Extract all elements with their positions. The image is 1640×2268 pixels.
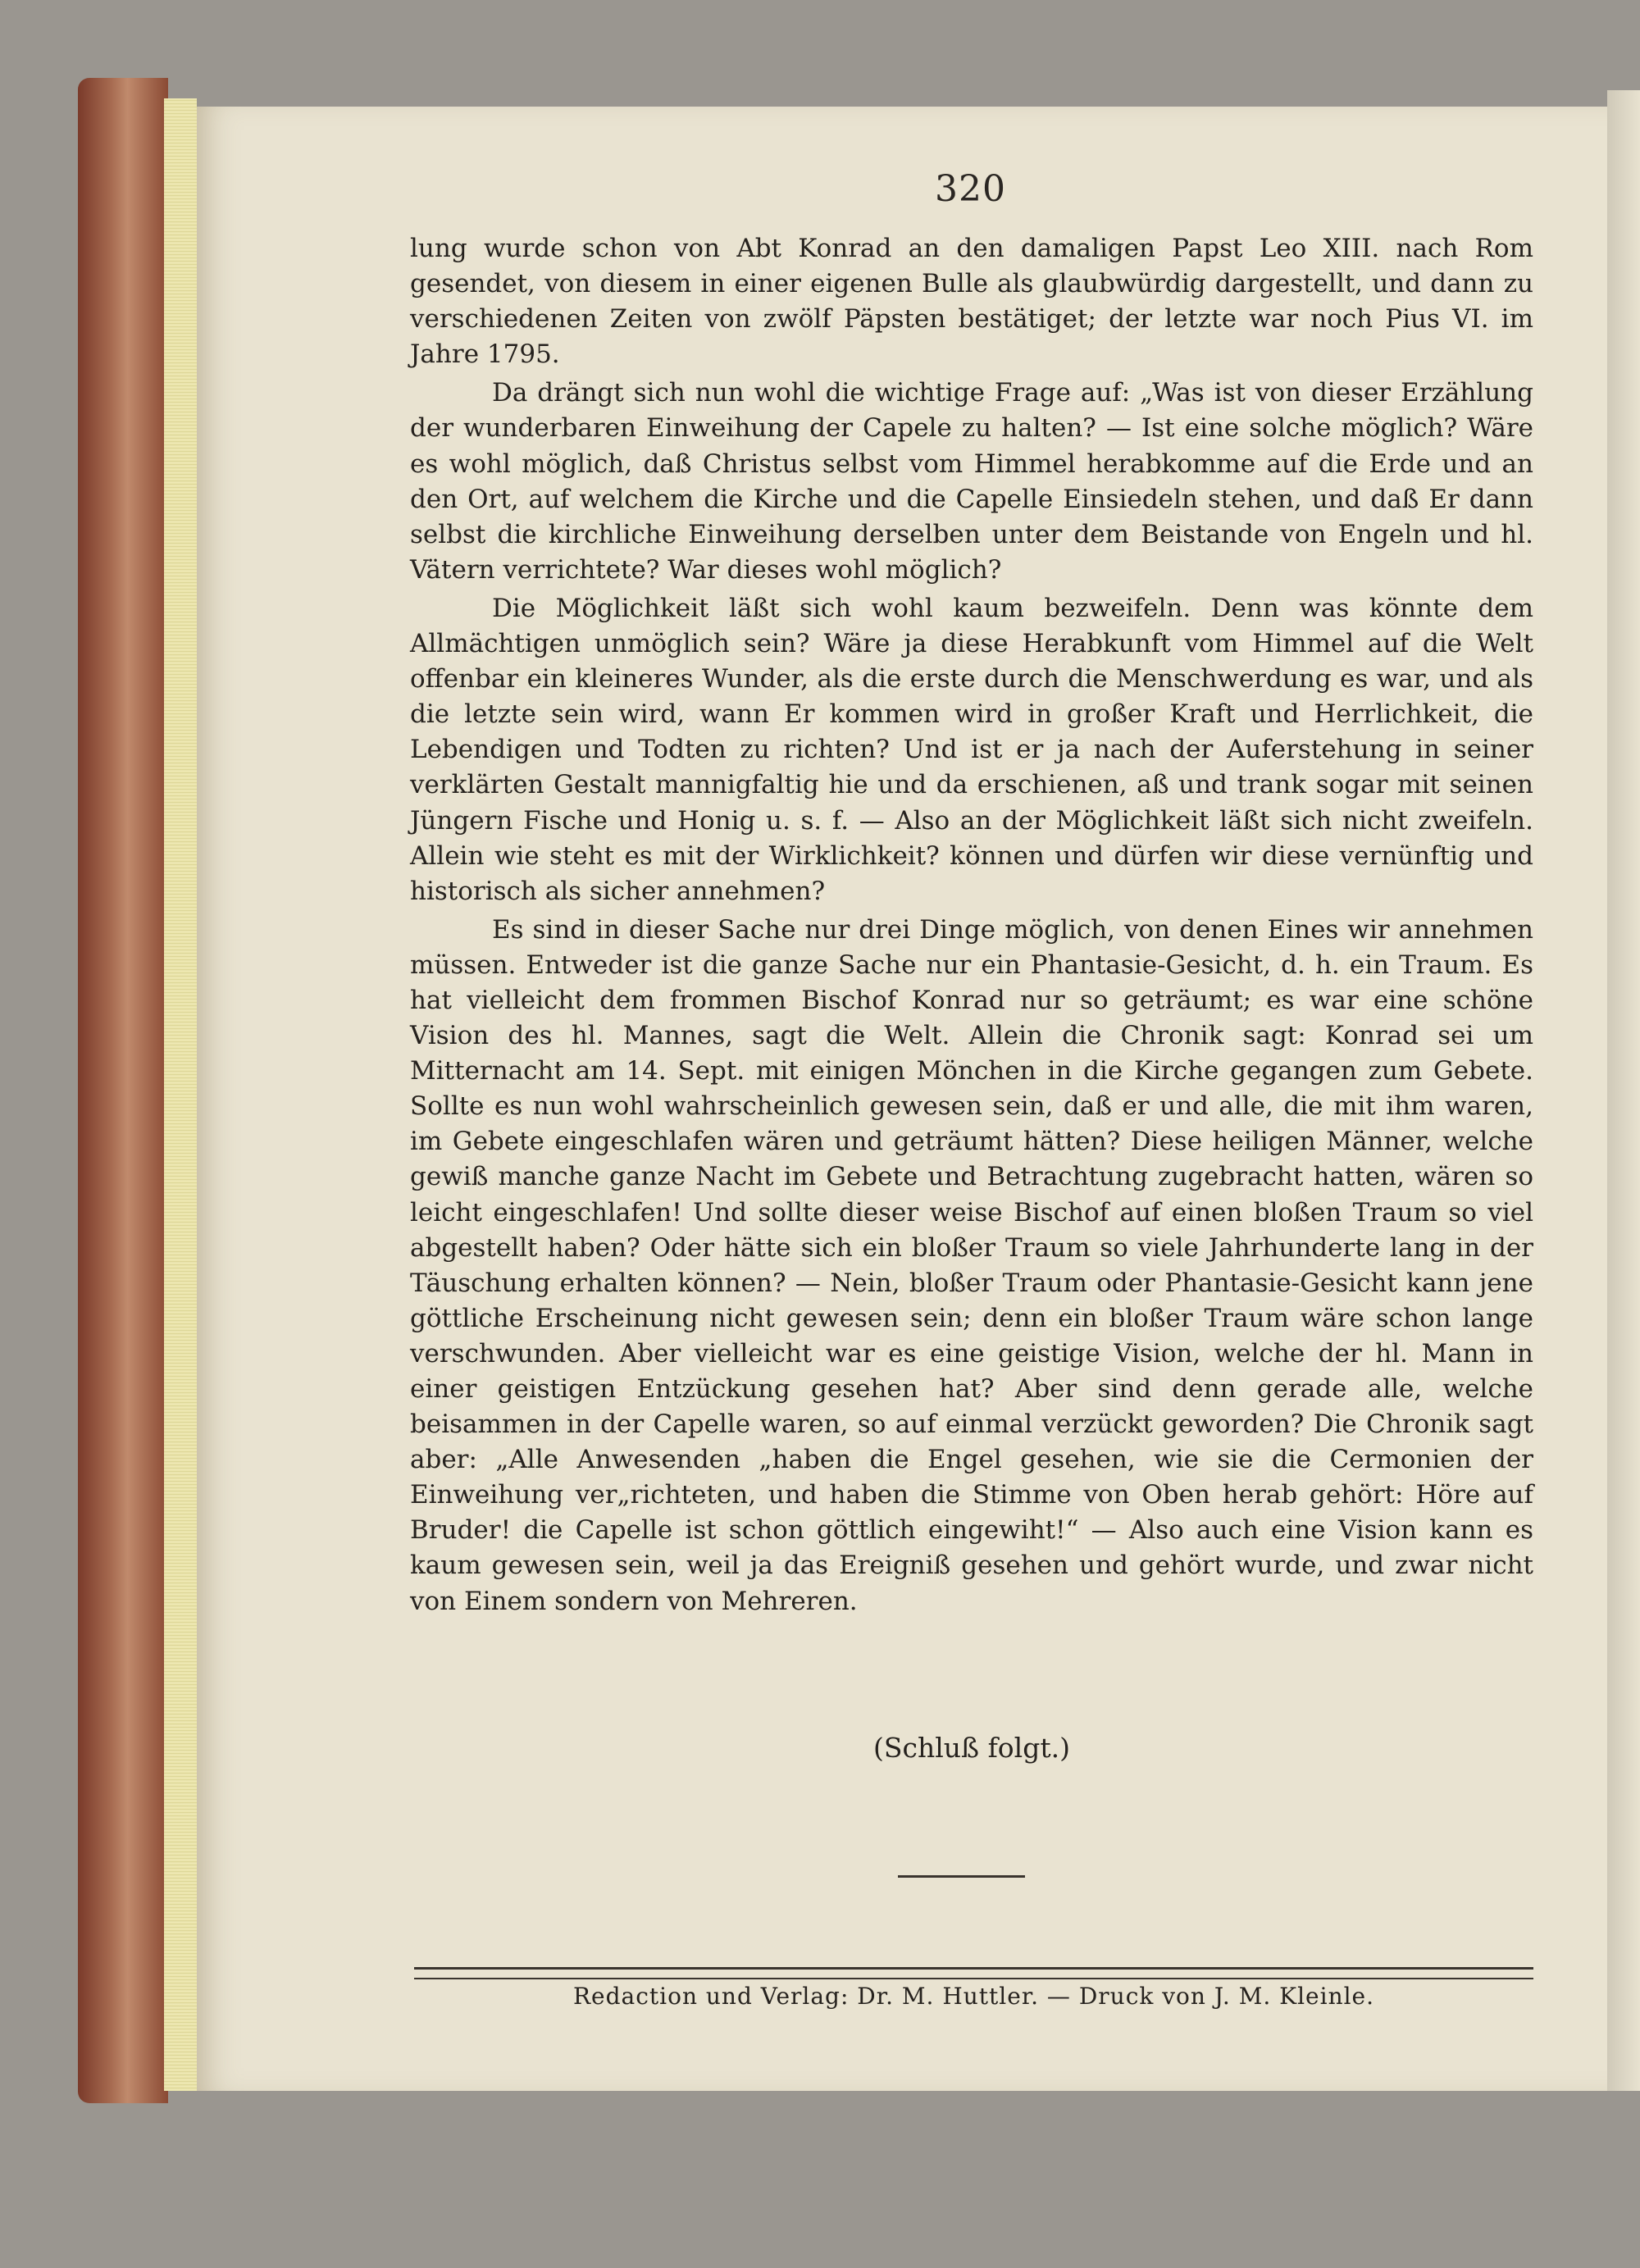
continuation-note: (Schluß folgt.) xyxy=(873,1732,1070,1764)
facing-page-edge xyxy=(1607,90,1640,2091)
section-divider xyxy=(898,1875,1025,1878)
page-number: 320 xyxy=(935,168,1006,210)
footer-rule xyxy=(414,1967,1533,1979)
body-text xyxy=(410,231,1533,1619)
imprint-footer: Redaction und Verlag: Dr. M. Huttler. — Druck von J. M. Kleinle. xyxy=(572,1983,1375,2010)
book-spine xyxy=(78,78,168,2103)
paragraph-1: lung wurde schon von Abt Konrad an den damaligen Papst Leo XIII. nach Rom gesendet, von diesem in einer eigenen Bulle als glaubwürdig dargestellt, und dann zu verschiedenen Zeiten von zwölf Päpsten bestätiget; der letzte war noch Pius VI. im Jahre 1795. xyxy=(410,234,1533,370)
paragraph-3: Die Möglichkeit läßt sich wohl kaum bezweifeln. Denn was könnte dem Allmächtigen unmöglich sein? Wäre ja diese Herabkunft vom Himmel auf die Welt offenbar ein kleineres Wunder, als die erste durch die Menschwerdung es war, und als die letzte sein wird, wann Er kommen wird in großer Kraft und Herrlichkeit, die Lebendigen und Todten zu richten? Und ist er ja nach der Auferstehung in seiner verklärten Gestalt mannigfaltig hie und da erschienen, aß und trank sogar mit seinen Jüngern Fische und Honig u. s. f. — Also an der Möglichkeit läßt sich nicht zweifeln. Allein wie steht es mit der Wirklichkeit? können und dürfen wir diese vernünftig und historisch als sicher annehmen? xyxy=(410,593,1533,906)
page-edges xyxy=(164,98,197,2091)
paragraph-4: Es sind in dieser Sache nur drei Dinge möglich, von denen Eines wir annehmen müssen. Entweder ist die ganze Sache nur ein Phantasie-Gesicht, d. h. ein Traum. Es hat vielleicht dem frommen Bischof Konrad nur so geträumt; es war eine schöne Vision des hl. Mannes, sagt die Welt. Allein die Chronik sagt: Konrad sei um Mitternacht am 14. Sept. mit einigen Mönchen in die Kirche gegangen zum Gebete. Sollte es nun wohl wahrscheinlich gewesen sein, daß er und alle, die mit ihm waren, im Gebete eingeschlafen wären und geträumt hätten? Diese heiligen Männer, welche gewiß manche ganze Nacht im Gebete und Betrachtung zugebracht hatten, wären so leicht eingeschlafen! Und sollte dieser weise Bischof auf einen bloßen Traum so viel abgestellt haben? Oder hätte sich ein bloßer Traum so viele Jahrhunderte lang in der Täuschung erhalten können? — Nein, bloßer Traum oder Phantasie-Gesicht kann jene göttliche Erscheinung nicht gewesen sein; denn ein bloßer Traum wäre schon lange verschwunden. Aber vielleicht war es eine geistige Vision, welche der hl. Mann in einer geistigen Entzückung gesehen hat? Aber sind denn gerade alle, welche beisammen in der Capelle waren, so auf einmal verzückt geworden? Die Chronik sagt aber: „Alle Anwesenden „haben die Engel gesehen, wie sie die Cermonien der Einweihung ver„richteten, und haben die Stimme von Oben herab gehört: Höre auf Bruder! die Capelle ist schon göttlich eingewiht!“ — Also auch eine Vision kann es kaum gewesen sein, weil ja das Ereigniß gesehen und gehört wurde, und zwar nicht von Einem sondern von Mehreren. xyxy=(410,914,1533,1616)
paragraph-2: Da drängt sich nun wohl die wichtige Frage auf: „Was ist von dieser Erzählung der wunderbaren Einweihung der Capele zu halten? — Ist eine solche möglich? Wäre es wohl möglich, daß Christus selbst vom Himmel herabkomme auf die Erde und an den Ort, auf welchem die Kirche und die Capelle Einsiedeln stehen, und daß Er dann selbst die kirchliche Einweihung derselben unter dem Beistande von Engeln und hl. Vätern verrichtete? War dieses wohl möglich? xyxy=(410,378,1533,585)
